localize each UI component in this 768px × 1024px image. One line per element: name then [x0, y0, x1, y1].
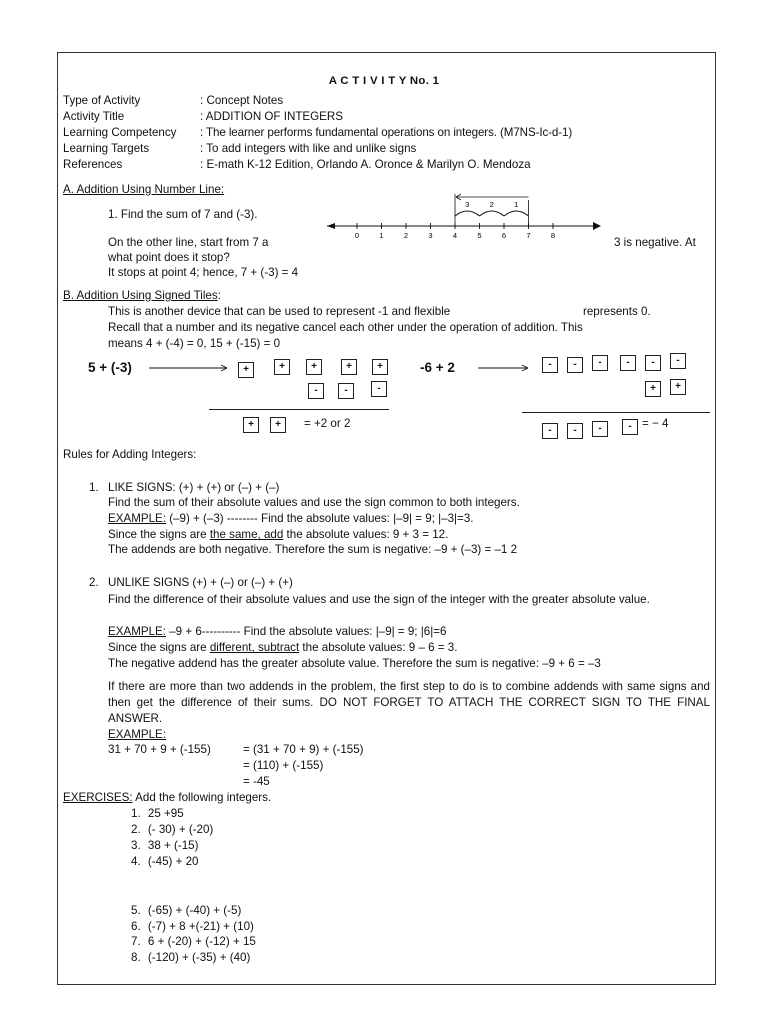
tile-plus: +	[670, 379, 686, 395]
tile-minus: -	[567, 423, 583, 439]
example2-label: EXAMPLE:	[108, 728, 166, 741]
rule1-title: LIKE SIGNS: (+) + (+) or (–) + (–)	[108, 481, 280, 494]
rule1-since	[108, 528, 448, 542]
section-b-line3: means 4 + (-4) = 0, 15 + (-15) = 0	[108, 337, 281, 350]
section-b-line1: This is another device that can be used to represent -1 and flexible	[108, 305, 451, 318]
tile-plus: +	[270, 417, 286, 433]
tile-minus: -	[542, 357, 558, 373]
tiles-right-arrow	[478, 363, 532, 373]
number-line-figure	[305, 190, 605, 245]
example2-step3: = -45	[243, 775, 270, 788]
jump-label: 1	[514, 200, 519, 209]
rule1-example-label: EXAMPLE:	[108, 512, 166, 525]
tile-plus: +	[341, 359, 357, 375]
exercises-heading	[63, 791, 271, 805]
meta-value-competency: : The learner performs fundamental operations on integers. (M7NS-Ic-d-1)	[200, 126, 573, 139]
tile-plus: +	[306, 359, 322, 375]
exercise-item: 5. (-65) + (-40) + (-5)	[131, 904, 242, 917]
tile-minus: -	[645, 355, 661, 371]
tile-minus: -	[338, 383, 354, 399]
exercise-item: 8. (-120) + (-35) + (40)	[131, 951, 251, 964]
section-a-line1-tail: 3 is negative. At	[614, 236, 696, 249]
tile-plus: +	[243, 417, 259, 433]
tile-plus: +	[238, 362, 254, 378]
section-b-heading: B. Addition Using Signed Tiles	[63, 289, 218, 302]
activity-title: A C T I V I T Y No. 1	[328, 75, 440, 87]
tile-plus: +	[645, 381, 661, 397]
number-line-tick-label: 4	[452, 231, 458, 240]
rule1-example-text: (–9) + (–3) -------- Find the absolute values: |–9| = 9; |–3|=3.	[166, 512, 474, 525]
exercises-label: EXERCISES:	[63, 791, 133, 804]
rule2-example-text: –9 + 6---------- Find the absolute values: |–9| = 9; |6|=6	[166, 625, 447, 638]
tile-plus: +	[274, 359, 290, 375]
tiles-left-divider	[209, 409, 389, 410]
tiles-left-expression: 5 + (-3)	[88, 360, 132, 375]
tile-minus: -	[371, 381, 387, 397]
example2-step1: = (31 + 70 + 9) + (-155)	[243, 743, 364, 756]
tile-minus: -	[670, 353, 686, 369]
meta-label-title: Activity Title	[63, 110, 125, 123]
tile-minus: -	[622, 419, 638, 435]
tiles-right-divider	[522, 412, 710, 413]
meta-value-references: : E-math K-12 Edition, Orlando A. Oronce & Marilyn O. Mendoza	[200, 158, 531, 171]
meta-label-targets: Learning Targets	[63, 142, 150, 155]
rule1-number: 1.	[89, 481, 99, 494]
tile-minus: -	[620, 355, 636, 371]
exercise-item: 6. (-7) + 8 +(-21) + (10)	[131, 920, 254, 933]
tiles-right-expression: -6 + 2	[420, 360, 455, 375]
rule2-since-pre: Since the signs are	[108, 641, 210, 654]
number-line-tick-label: 0	[354, 231, 360, 240]
jump-label: 3	[465, 200, 470, 209]
tile-minus: -	[567, 357, 583, 373]
tile-minus: -	[542, 423, 558, 439]
number-line-tick-label: 7	[526, 231, 531, 240]
example2-step2: = (110) + (-155)	[243, 759, 324, 772]
section-b-line2: Recall that a number and its negative cancel each other under the operation of addition. This	[108, 321, 583, 334]
rule2-example	[108, 625, 446, 639]
section-b-colon: :	[217, 289, 221, 302]
example2-expression: 31 + 70 + 9 + (-155)	[108, 743, 211, 756]
tiles-right-result: = − 4	[642, 417, 669, 430]
meta-value-title: : ADDITION OF INTEGERS	[200, 110, 344, 123]
rule2-example-label: EXAMPLE:	[108, 625, 166, 638]
rule2-since-underlined: different, subtract	[209, 641, 300, 654]
number-line-tick-label: 2	[403, 231, 409, 240]
rule1-example	[108, 512, 474, 526]
rule2-since-post: the absolute values: 9 – 6 = 3.	[299, 641, 458, 654]
rule2-conclusion: The negative addend has the greater absolute value. Therefore the sum is negative: –9 + 6 = –3	[108, 657, 601, 670]
exercises-text: Add the following integers.	[132, 791, 272, 804]
tiles-left-arrow	[149, 363, 231, 373]
tiles-left-result: = +2 or 2	[304, 417, 351, 430]
number-line-tick-label: 8	[550, 231, 556, 240]
rule2-since	[108, 641, 457, 655]
rule1-since-underlined: the same, add	[209, 528, 284, 541]
meta-label-competency: Learning Competency	[63, 126, 177, 139]
number-line-tick-label: 5	[477, 231, 482, 240]
section-a-line3: It stops at point 4; hence, 7 + (-3) = 4	[108, 266, 299, 279]
exercise-item: 4. (-45) + 20	[131, 855, 199, 868]
rule2-title: UNLIKE SIGNS (+) + (–) or (–) + (+)	[108, 576, 293, 589]
jump-label: 2	[489, 200, 494, 209]
meta-label-references: References	[63, 158, 123, 171]
number-line-tick-label: 3	[428, 231, 433, 240]
section-b-line1-tail: represents 0.	[583, 305, 651, 318]
number-line-tick-label: 1	[379, 231, 384, 240]
exercise-item: 2. (- 30) + (-20)	[131, 823, 214, 836]
section-b-heading-wrap	[63, 289, 221, 303]
section-a-heading: A. Addition Using Number Line:	[63, 183, 225, 196]
number-line-tick-label: 6	[501, 231, 507, 240]
more-addends-note: If there are more than two addends in the problem, the first step to do is to combine addends with same signs and then get the difference of their sums. DO NOT FORGET TO ATTACH THE CORRECT SIGN TO THE FINAL ANSWER.	[108, 680, 710, 725]
tile-plus: +	[372, 359, 388, 375]
meta-value-targets: : To add integers with like and unlike signs	[200, 142, 417, 155]
exercise-item: 1. 25 +95	[131, 807, 184, 820]
meta-value-type: : Concept Notes	[200, 94, 284, 107]
section-a-item: 1. Find the sum of 7 and (-3).	[108, 208, 258, 221]
rule2-number: 2.	[89, 576, 99, 589]
exercise-item: 7. 6 + (-20) + (-12) + 15	[131, 935, 256, 948]
tile-minus: -	[592, 355, 608, 371]
section-a-line2: what point does it stop?	[108, 251, 230, 264]
rules-heading: Rules for Adding Integers:	[63, 448, 197, 461]
exercise-item: 3. 38 + (-15)	[131, 839, 199, 852]
rule1-since-post: the absolute values: 9 + 3 = 12.	[283, 528, 449, 541]
rule2-text: Find the difference of their absolute values and use the sign of the integer with the greater absolute value.	[108, 593, 650, 606]
meta-label-type: Type of Activity	[63, 94, 141, 107]
rule1-since-pre: Since the signs are	[108, 528, 210, 541]
tile-minus: -	[308, 383, 324, 399]
rule1-text: Find the sum of their absolute values and use the sign common to both integers.	[108, 496, 520, 509]
rule1-conclusion: The addends are both negative. Therefore the sum is negative: –9 + (–3) = –1 2	[108, 543, 518, 556]
tile-minus: -	[592, 421, 608, 437]
section-a-line1: On the other line, start from 7 a	[108, 236, 269, 249]
